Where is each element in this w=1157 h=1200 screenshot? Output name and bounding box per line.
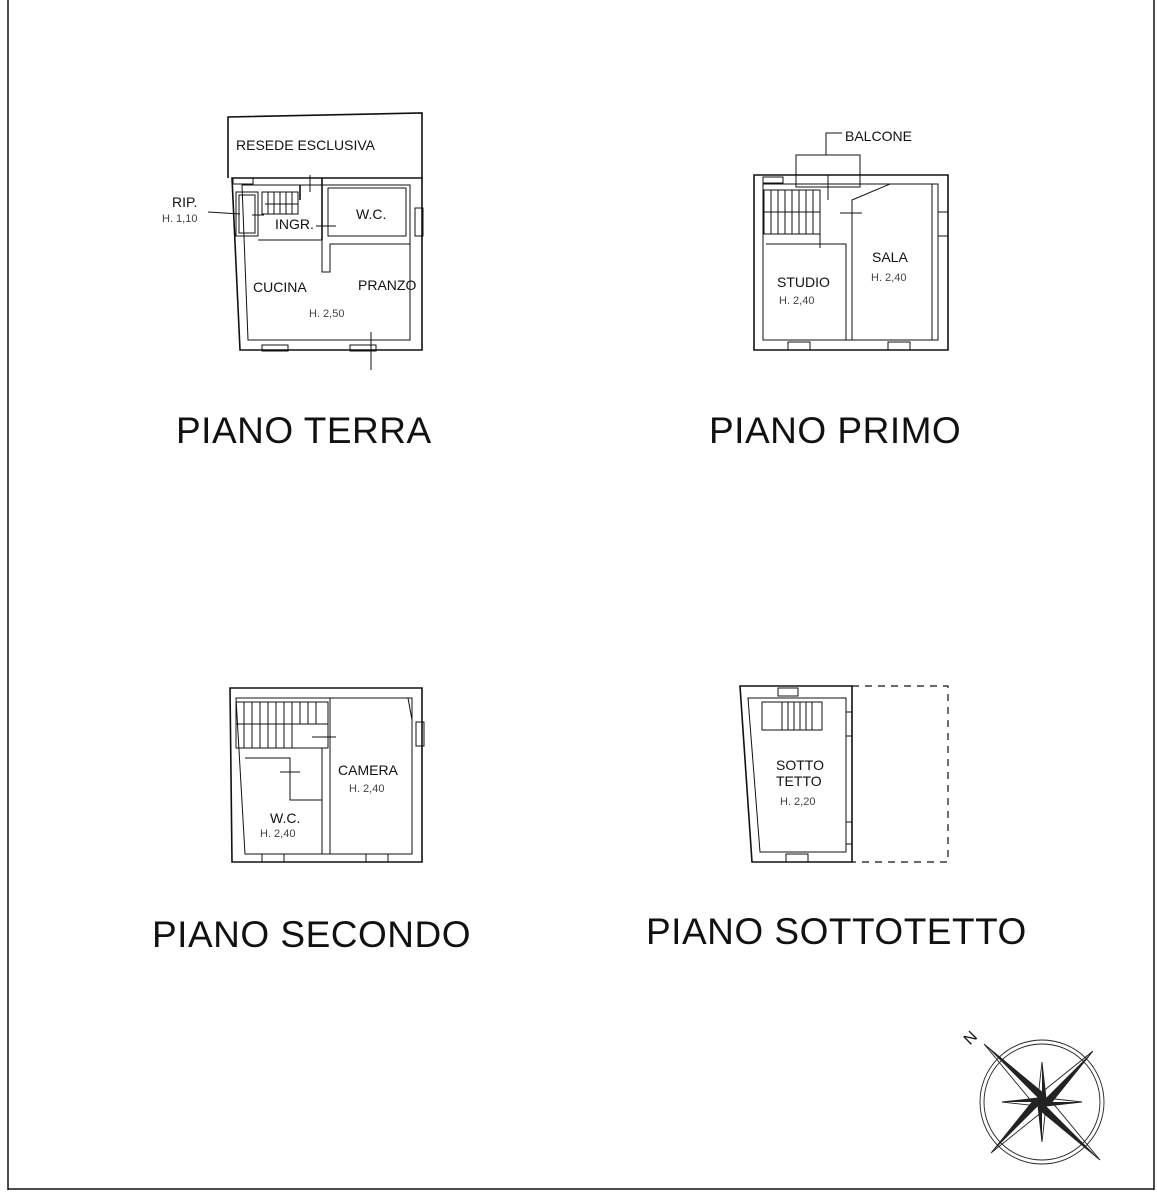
- label-rip-height: H. 1,10: [162, 213, 198, 225]
- label-tetto: TETTO: [776, 773, 822, 789]
- title-piano-secondo: PIANO SECONDO: [152, 914, 471, 955]
- label-sottotetto-height: H. 2,20: [780, 796, 816, 808]
- plan-piano-secondo: [230, 688, 424, 862]
- label-resede-esclusiva: RESEDE ESCLUSIVA: [236, 137, 376, 153]
- label-wc-secondo: W.C.: [270, 810, 301, 826]
- compass-north-label: N: [960, 1028, 982, 1049]
- label-studio-height: H. 2,40: [779, 295, 815, 307]
- label-sala-height: H. 2,40: [871, 272, 907, 284]
- label-sala: SALA: [872, 249, 908, 265]
- label-wc-terra: W.C.: [356, 206, 387, 222]
- compass-rose: [933, 993, 1151, 1200]
- label-pranzo: PRANZO: [358, 277, 417, 293]
- title-piano-primo: PIANO PRIMO: [709, 410, 962, 451]
- title-piano-terra: PIANO TERRA: [176, 410, 432, 451]
- label-camera: CAMERA: [338, 762, 398, 778]
- label-cucina: CUCINA: [253, 279, 307, 295]
- label-terra-height: H. 2,50: [309, 308, 345, 320]
- label-sotto: SOTTO: [776, 757, 824, 773]
- label-studio: STUDIO: [777, 274, 830, 290]
- label-balcone: BALCONE: [845, 128, 912, 144]
- plan-piano-terra: [162, 113, 423, 370]
- label-rip: RIP.: [172, 194, 198, 210]
- title-piano-sottotetto: PIANO SOTTOTETTO: [646, 911, 1027, 952]
- plan-piano-sottotetto: [740, 686, 948, 862]
- label-ingr: INGR.: [275, 216, 314, 232]
- plan-piano-primo: [754, 128, 948, 350]
- label-camera-height: H. 2,40: [349, 783, 385, 795]
- label-wc-secondo-height: H. 2,40: [260, 828, 296, 840]
